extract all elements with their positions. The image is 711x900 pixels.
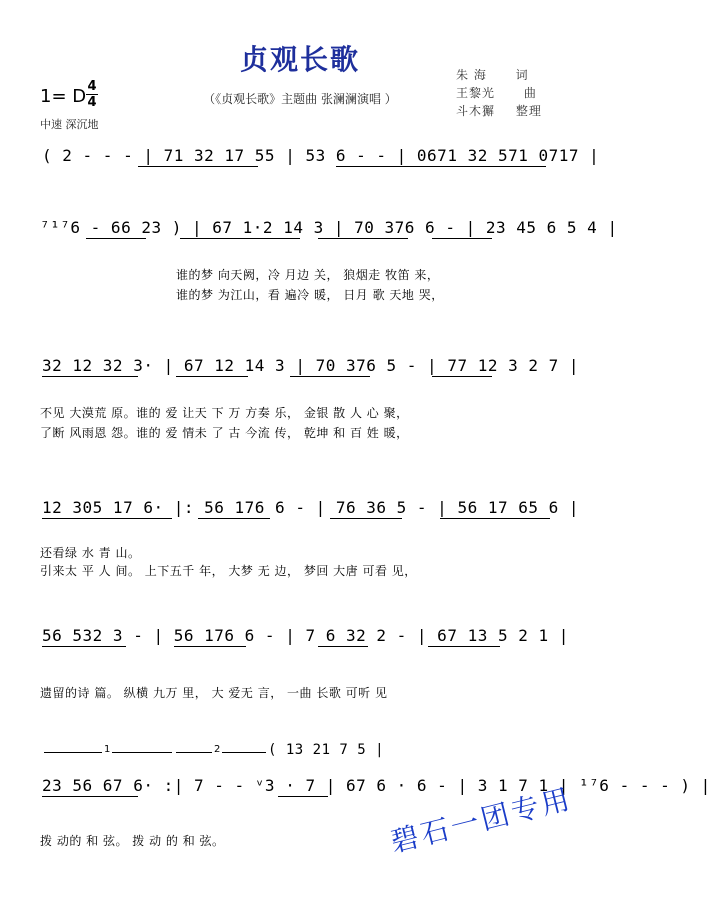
notation-row-5: 56 532 3 - | 56 176 6 - | 7 6 32 2 - | 67 13 5 2 1 | (42, 626, 569, 645)
lyric-row-3-verse-1: 不见 大漠荒 原。谁的 爱 让天 下 万 方奏 乐， 金银 散 人 心 聚， (40, 406, 409, 420)
lyric-row-2-verse-2: 谁的梦 为江山，看 遍冷 暖， 日月 歌 天地 哭， (176, 288, 444, 302)
volta-number-2: 2 (214, 744, 221, 755)
credit-role: 整理 (515, 104, 542, 118)
credit-name: 朱 海 (456, 68, 487, 82)
volta-ornament: ( 13 21 7 5 | (268, 742, 385, 758)
song-subtitle: （《贞观长歌》主题曲 张澜澜演唱 ） (203, 92, 397, 106)
volta-number-1: 1 (104, 744, 111, 755)
notation-row-1: ( 2 - - - | 71 32 17 55 | 53 6 - - | 0671 32 571 0717 | (42, 146, 600, 165)
lyric-row-6: 拨 动的 和 弦。 拨 动 的 和 弦。 (40, 834, 225, 848)
credit-arranger (456, 102, 542, 119)
notation-row-4: 12 305 17 6· |: 56 176 6 - | 76 36 5 - | 56 17 65 6 | (42, 498, 580, 517)
lyric-row-3-verse-2: 了断 风雨恩 怨。谁的 爱 情未 了 古 今流 传， 乾坤 和 百 姓 暖， (40, 426, 409, 440)
watermark-stamp: 碧石一团专用 (387, 781, 576, 859)
key-signature: 1= D (40, 86, 87, 107)
notation-row-2: ⁷¹⁷6 - 66 23 ) | 67 1·2 14 3 | 70 376 6 - | 23 45 6 5 4 | (40, 218, 618, 237)
tempo-marking: 中速 深沉地 (40, 118, 99, 131)
credit-name: 斗木獬 (456, 104, 496, 118)
credit-role: 曲 (523, 86, 537, 100)
credit-role: 词 (515, 68, 529, 82)
meter-top: 4 (87, 79, 97, 94)
song-title: 贞观长歌 (239, 43, 360, 76)
notation-row-3: 32 12 32 3· | 67 12 14 3 | 70 376 5 - | 77 12 3 2 7 | (42, 356, 580, 375)
lyric-row-2-verse-1: 谁的梦 向天阙，冷 月边 关， 狼烟走 牧笛 来， (176, 268, 440, 282)
lyric-row-4-verse-1: 还看绿 水 青 山。 (40, 546, 141, 560)
lyric-row-5: 遗留的诗 篇。 纵横 九万 里， 大 爱无 言， 一曲 长歌 可听 见 (40, 686, 388, 700)
time-signature (86, 80, 98, 109)
credit-name: 王黎光 (456, 86, 496, 100)
credit-lyricist (456, 66, 529, 83)
credit-composer (456, 84, 537, 101)
notation-row-6: 23 56 67 6· :| 7 - - ᵛ3 · 7 | 67 6 · 6 - | 3 1 7 1 | ¹⁷6 - - - ) | (42, 776, 711, 795)
meter-bottom: 4 (87, 95, 97, 110)
lyric-row-4-verse-2: 引来太 平 人 间。 上下五千 年， 大梦 无 边， 梦回 大唐 可看 见， (40, 564, 417, 578)
